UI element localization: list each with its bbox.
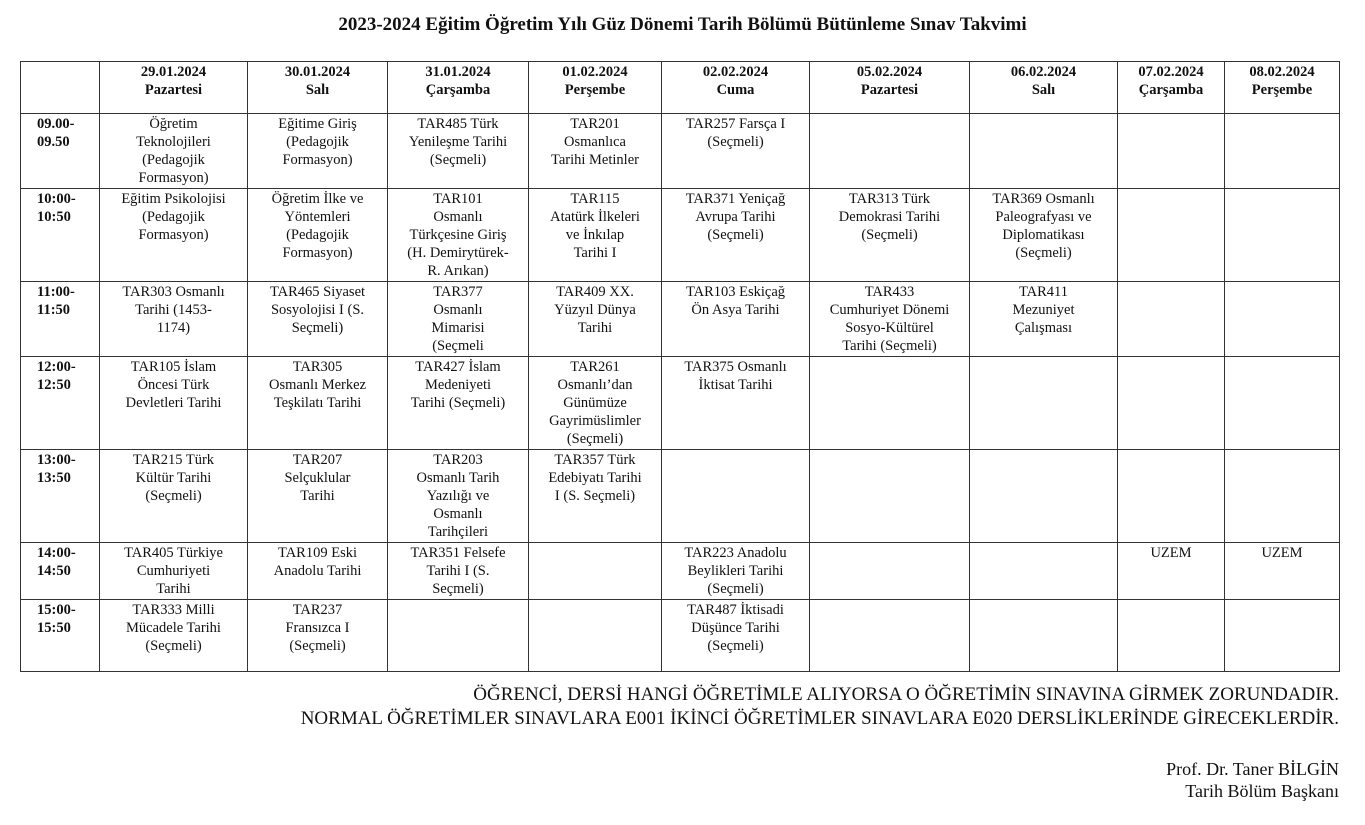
exam-cell: TAR405 Türkiye Cumhuriyeti Tarihi <box>100 543 248 600</box>
column-day: Pazartesi <box>144 82 203 98</box>
exam-cell: UZEM <box>1225 543 1340 600</box>
table-row <box>21 114 1340 189</box>
exam-cell <box>1118 114 1225 189</box>
column-date: 08.02.2024 <box>1249 64 1315 80</box>
column-header <box>248 62 388 114</box>
exam-cell <box>1225 114 1340 189</box>
exam-cell <box>810 114 970 189</box>
exam-cell: TAR333 Milli Mücadele Tarihi (Seçmeli) <box>100 600 248 672</box>
column-header <box>970 62 1118 114</box>
exam-cell: TAR411 Mezuniyet Çalışması <box>970 282 1118 357</box>
column-day: Perşembe <box>1251 82 1313 98</box>
signatory-name: Prof. Dr. Taner BİLGİN <box>1166 759 1339 779</box>
exam-cell: TAR485 Türk Yenileşme Tarihi (Seçmeli) <box>388 114 529 189</box>
time-slot-cell: 13:00- 13:50 <box>21 450 100 543</box>
column-date: 02.02.2024 <box>702 64 769 80</box>
page-title: 2023-2024 Eğitim Öğretim Yılı Güz Dönemi Tarih Bölümü Bütünleme Sınav Takvimi <box>338 14 1027 35</box>
exam-cell: TAR375 Osmanlı İktisat Tarihi <box>662 357 810 450</box>
exam-cell <box>529 600 662 672</box>
exam-cell: TAR303 Osmanlı Tarihi (1453- 1174) <box>100 282 248 357</box>
exam-cell <box>1225 600 1340 672</box>
column-day: Perşembe <box>564 82 626 98</box>
column-header <box>1225 62 1340 114</box>
exam-cell <box>529 543 662 600</box>
exam-cell: TAR201 Osmanlıca Tarihi Metinler <box>529 114 662 189</box>
column-date: 07.02.2024 <box>1138 64 1204 80</box>
table-row <box>21 282 1340 357</box>
exam-cell: Eğitim Psikolojisi (Pedagojik Formasyon) <box>100 189 248 282</box>
column-date: 31.01.2024 <box>425 64 491 80</box>
time-slot-cell: 14:00- 14:50 <box>21 543 100 600</box>
exam-cell: TAR427 İslam Medeniyeti Tarihi (Seçmeli) <box>388 357 529 450</box>
exam-cell: TAR105 İslam Öncesi Türk Devletleri Tarihi <box>100 357 248 450</box>
time-slot-cell: 10:00- 10:50 <box>21 189 100 282</box>
exam-cell <box>1118 600 1225 672</box>
exam-cell: TAR223 Anadolu Beylikleri Tarihi (Seçmeli) <box>662 543 810 600</box>
column-day: Pazartesi <box>860 82 919 98</box>
exam-cell <box>970 357 1118 450</box>
column-day: Çarşamba <box>425 82 491 98</box>
exam-cell <box>1225 450 1340 543</box>
column-day: Salı <box>305 82 330 98</box>
time-slot-cell: 09.00- 09.50 <box>21 114 100 189</box>
column-day: Çarşamba <box>1138 82 1204 98</box>
column-header <box>810 62 970 114</box>
column-day: Cuma <box>716 82 755 98</box>
exam-cell: TAR115 Atatürk İlkeleri ve İnkılap Tarihi I <box>529 189 662 282</box>
exam-cell <box>1118 282 1225 357</box>
column-date: 01.02.2024 <box>562 64 628 80</box>
table-row <box>21 357 1340 450</box>
table-row <box>21 600 1340 672</box>
signature-block <box>1166 758 1339 802</box>
table-row <box>21 450 1340 543</box>
exam-cell <box>1225 189 1340 282</box>
exam-cell <box>970 543 1118 600</box>
exam-cell: TAR377 Osmanlı Mimarisi (Seçmeli <box>388 282 529 357</box>
exam-cell: TAR433 Cumhuriyet Dönemi Sosyo-Kültürel Tarihi (Seçmeli) <box>810 282 970 357</box>
exam-cell <box>388 600 529 672</box>
exam-cell <box>810 357 970 450</box>
signatory-role: Tarih Bölüm Başkanı <box>1185 781 1339 801</box>
exam-cell: TAR101 Osmanlı Türkçesine Giriş (H. Demirytürek- R. Arıkan) <box>388 189 529 282</box>
corner-cell <box>21 62 100 114</box>
column-date: 06.02.2024 <box>1010 64 1077 80</box>
exam-cell: TAR109 Eski Anadolu Tarihi <box>248 543 388 600</box>
column-header <box>529 62 662 114</box>
time-slot-cell: 11:00- 11:50 <box>21 282 100 357</box>
exam-cell: Öğretim İlke ve Yöntemleri (Pedagojik Formasyon) <box>248 189 388 282</box>
exam-cell <box>810 450 970 543</box>
time-slot-cell: 15:00- 15:50 <box>21 600 100 672</box>
exam-cell: TAR237 Fransızca I (Seçmeli) <box>248 600 388 672</box>
exam-cell: TAR305 Osmanlı Merkez Teşkilatı Tarihi <box>248 357 388 450</box>
exam-cell <box>1118 450 1225 543</box>
column-date: 05.02.2024 <box>856 64 923 80</box>
exam-cell: TAR257 Farsça I (Seçmeli) <box>662 114 810 189</box>
exam-cell: TAR261 Osmanlı’dan Günümüze Gayrimüslimler (Seçmeli) <box>529 357 662 450</box>
table-row <box>21 543 1340 600</box>
column-date: 30.01.2024 <box>284 64 351 80</box>
exam-cell: TAR351 Felsefe Tarihi I (S. Seçmeli) <box>388 543 529 600</box>
exam-cell <box>662 450 810 543</box>
exam-cell <box>970 600 1118 672</box>
column-header <box>1118 62 1225 114</box>
column-header <box>100 62 248 114</box>
exam-cell: Öğretim Teknolojileri (Pedagojik Formasyon) <box>100 114 248 189</box>
exam-cell: TAR371 Yeniçağ Avrupa Tarihi (Seçmeli) <box>662 189 810 282</box>
note-line: ÖĞRENCİ, DERSİ HANGİ ÖĞRETİMLE ALIYORSA O ÖĞRETİMİN SINAVINA GİRMEK ZORUNDADIR. <box>473 684 1339 705</box>
column-header <box>388 62 529 114</box>
exam-cell: TAR357 Türk Edebiyatı Tarihi I (S. Seçmeli) <box>529 450 662 543</box>
exam-cell: TAR465 Siyaset Sosyolojisi I (S. Seçmeli) <box>248 282 388 357</box>
exam-schedule-table <box>20 61 1340 672</box>
notes <box>39 683 1339 731</box>
exam-cell <box>970 114 1118 189</box>
exam-cell <box>810 543 970 600</box>
column-day: Salı <box>1031 82 1056 98</box>
exam-cell <box>1225 357 1340 450</box>
header-row <box>21 62 1340 114</box>
exam-cell: TAR103 Eskiçağ Ön Asya Tarihi <box>662 282 810 357</box>
note-line: NORMAL ÖĞRETİMLER SINAVLARA E001 İKİNCİ ÖĞRETİMLER SINAVLARA E020 DERSLİKLERİNDE GİRECEKLERDİR. <box>300 708 1339 729</box>
table-row <box>21 189 1340 282</box>
time-slot-cell: 12:00- 12:50 <box>21 357 100 450</box>
exam-cell <box>810 600 970 672</box>
exam-cell: TAR369 Osmanlı Paleografyası ve Diplomatikası (Seçmeli) <box>970 189 1118 282</box>
exam-cell <box>1225 282 1340 357</box>
column-date: 29.01.2024 <box>140 64 207 80</box>
exam-cell <box>1118 189 1225 282</box>
exam-cell: TAR487 İktisadi Düşünce Tarihi (Seçmeli) <box>662 600 810 672</box>
exam-cell: TAR409 XX. Yüzyıl Dünya Tarihi <box>529 282 662 357</box>
exam-cell: TAR207 Selçuklular Tarihi <box>248 450 388 543</box>
exam-cell: TAR313 Türk Demokrasi Tarihi (Seçmeli) <box>810 189 970 282</box>
exam-cell <box>970 450 1118 543</box>
exam-cell: Eğitime Giriş (Pedagojik Formasyon) <box>248 114 388 189</box>
exam-cell: TAR215 Türk Kültür Tarihi (Seçmeli) <box>100 450 248 543</box>
exam-cell: TAR203 Osmanlı Tarih Yazılığı ve Osmanlı Tarihçileri <box>388 450 529 543</box>
exam-cell: UZEM <box>1118 543 1225 600</box>
exam-cell <box>1118 357 1225 450</box>
column-header <box>662 62 810 114</box>
